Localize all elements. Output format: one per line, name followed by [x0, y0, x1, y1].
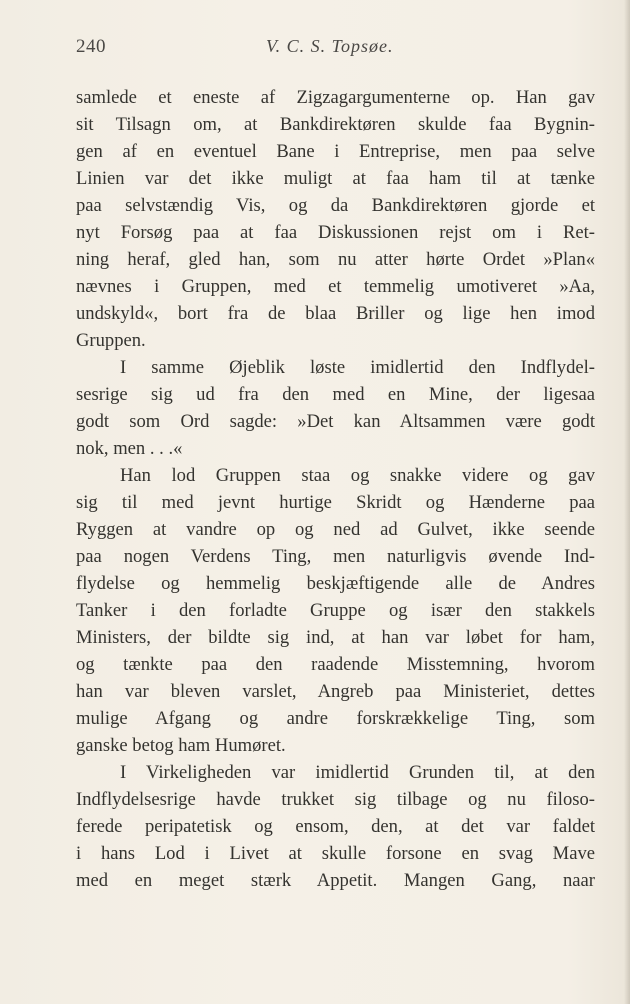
text-line: gen af en eventuel Bane i Entreprise, men paa selve [76, 141, 595, 162]
text-line: Ministers, der bildte sig ind, at han var løbet for ham, [76, 627, 595, 648]
text-line: i hans Lod i Livet at skulle forsone en svag Mave [76, 843, 595, 864]
text-line: ganske betog ham Humøret. [76, 735, 286, 756]
text-line: samlede et eneste af Zigzagargumenterne op. Han gav [76, 87, 595, 108]
text-line: Gruppen. [76, 330, 146, 351]
page-number: 240 [76, 36, 106, 57]
text-line: godt som Ord sagde: »Det kan Altsammen være godt [76, 411, 595, 432]
text-line: undskyld«, bort fra de blaa Briller og lige hen imod [76, 303, 595, 324]
text-line: ferede peripatetisk og ensom, den, at det var faldet [76, 816, 595, 837]
text-line: flydelse og hemmelig beskjæftigende alle de Andres [76, 573, 595, 594]
text-line: Tanker i den forladte Gruppe og især den stakkels [76, 600, 595, 621]
text-line: med en meget stærk Appetit. Mangen Gang, naar [76, 870, 595, 891]
text-line: nævnes i Gruppen, med et temmelig umotiveret »Aa, [76, 276, 595, 297]
body-text [76, 84, 595, 894]
text-line: ning heraf, gled han, som nu atter hørte Ordet »Plan« [76, 249, 595, 270]
text-line: nyt Forsøg paa at faa Diskussionen rejst om i Ret- [76, 222, 595, 243]
text-line: Ryggen at vandre op og ned ad Gulvet, ikke seende [76, 519, 595, 540]
text-line: sig til med jevnt hurtige Skridt og Hænderne paa [76, 492, 595, 513]
page-edge-shadow [624, 0, 630, 1004]
text-line: Linien var det ikke muligt at faa ham til at tænke [76, 168, 595, 189]
text-line: I samme Øjeblik løste imidlertid den Indflydel- [120, 357, 595, 378]
running-title: V. C. S. Topsøe. [266, 36, 394, 56]
text-line: nok, men . . .« [76, 438, 183, 459]
text-line: paa selvstændig Vis, og da Bankdirektøren gjorde et [76, 195, 595, 216]
text-line: Indflydelsesrige havde trukket sig tilbage og nu filoso- [76, 789, 595, 810]
text-line: Han lod Gruppen staa og snakke videre og gav [120, 465, 595, 486]
text-line: og tænkte paa den raadende Misstemning, hvorom [76, 654, 595, 675]
text-line: han var bleven varslet, Angreb paa Ministeriet, dettes [76, 681, 595, 702]
text-line: paa nogen Verdens Ting, men naturligvis øvende Ind- [76, 546, 595, 567]
running-header [76, 36, 596, 60]
text-line: I Virkeligheden var imidlertid Grunden til, at den [120, 762, 595, 783]
text-line: mulige Afgang og andre forskrækkelige Ting, som [76, 708, 595, 729]
text-line: sesrige sig ud fra den med en Mine, der ligesaa [76, 384, 595, 405]
text-line: sit Tilsagn om, at Bankdirektøren skulde faa Bygnin- [76, 114, 595, 135]
